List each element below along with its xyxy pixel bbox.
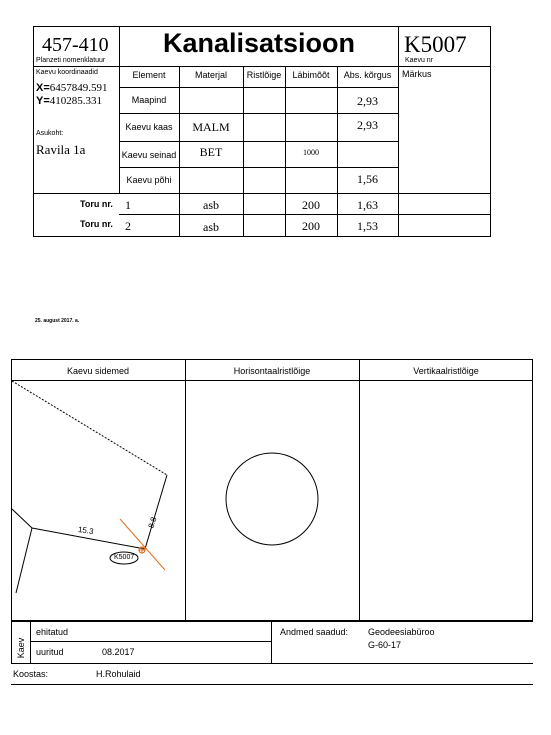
pipe-label: Toru nr.: [80, 199, 113, 209]
pipe-line: [120, 519, 165, 570]
pipe-label: Toru nr.: [80, 219, 113, 229]
data-source-code: G-60-17: [368, 640, 402, 650]
divider: [11, 663, 533, 664]
divider: [359, 359, 360, 621]
row-height: 2,93: [357, 94, 378, 108]
footer-side-label: Kaev: [16, 637, 26, 659]
data-source-label: Andmed saadud:: [280, 627, 349, 637]
row-element: Kaevu seinad: [121, 150, 177, 160]
pipe-material: asb: [203, 198, 219, 212]
compiled-label: Koostas:: [13, 669, 49, 679]
divider: [30, 641, 271, 642]
page-title: Kanalisatsioon: [162, 28, 356, 58]
row-element: Kaevu kaas: [125, 122, 173, 132]
boundary-line: [12, 509, 32, 528]
divider: [271, 621, 272, 663]
horizontal-section-sketch: [186, 381, 359, 620]
location-label: Asukoht:: [36, 130, 64, 137]
col-header-notes: Märkus: [402, 69, 432, 79]
row-material: MALM: [192, 120, 230, 134]
boundary-line: [145, 475, 167, 549]
built-label: ehitatud: [36, 627, 69, 637]
drawing-title-vertical: Vertikaalristlõige: [413, 366, 479, 376]
well-tag-label: K5007: [114, 554, 135, 561]
location-value: Ravila 1a: [36, 142, 86, 157]
drawing-title-horizontal: Horisontaalristlõige: [233, 366, 311, 376]
divider: [11, 684, 533, 685]
compiled-value: H.Rohulaid: [96, 669, 141, 679]
divider: [119, 167, 398, 168]
divider: [11, 621, 12, 663]
coord-y-value: 410285.331: [49, 95, 103, 107]
row-element: Kaevu põhi: [126, 175, 172, 185]
pipe-number: 1: [125, 198, 131, 212]
data-source-value: Geodeesiabüroo: [368, 627, 435, 637]
col-header-abs-height: Abs. kõrgus: [343, 70, 392, 80]
well-ties-sketch: [12, 381, 185, 620]
pipe-diameter: 200: [302, 219, 320, 233]
row-height: 1,56: [357, 172, 378, 186]
divider: [119, 214, 491, 215]
well-circle: [226, 453, 318, 545]
surveyed-value: 08.2017: [102, 647, 135, 657]
col-header-diameter: Läbimõõt: [292, 70, 330, 80]
pipe-number: 2: [125, 219, 131, 233]
boundary-line: [16, 528, 32, 593]
pipe-height: 1,63: [357, 198, 378, 212]
row-element: Maapind: [131, 95, 167, 105]
col-header-cross-section: Ristlõige: [246, 70, 282, 80]
divider: [398, 26, 399, 237]
divider: [243, 66, 244, 237]
pipe-height: 1,53: [357, 219, 378, 233]
coord-y: [36, 95, 102, 107]
dimension-label-b: 8.8: [146, 515, 159, 530]
row-diameter: 1000: [303, 148, 319, 157]
divider: [33, 66, 491, 67]
divider: [119, 113, 398, 114]
well-number-label: Kaevu nr: [405, 57, 434, 64]
coords-label: Kaevu koordinaadid: [36, 69, 98, 76]
divider: [119, 87, 398, 88]
boundary-line: [12, 381, 167, 475]
divider: [11, 621, 533, 622]
pipe-diameter: 200: [302, 198, 320, 212]
divider: [119, 141, 398, 142]
coord-x-prefix: X=: [36, 82, 50, 94]
divider: [30, 621, 31, 663]
coord-x-value: 6457849.591: [49, 82, 108, 94]
dimension-label-a: 15.3: [77, 524, 95, 537]
pipe-material: asb: [203, 220, 219, 234]
divider: [33, 193, 491, 194]
row-height: 2,93: [357, 118, 378, 132]
nomenclature-number: 457-410: [42, 34, 109, 56]
document-date: 25. august 2017. a.: [35, 318, 80, 324]
coord-x: [36, 82, 108, 94]
nomenclature-label: Planzeti nomenklatuur: [36, 57, 106, 64]
row-material: BET: [199, 145, 223, 159]
col-header-material: Materjal: [194, 70, 227, 80]
well-number: K5007: [404, 32, 467, 57]
coord-y-prefix: Y=: [36, 95, 50, 107]
col-header-element: Element: [132, 70, 166, 80]
surveyed-label: uuritud: [36, 647, 64, 657]
drawing-title-ties: Kaevu sidemed: [66, 366, 130, 376]
